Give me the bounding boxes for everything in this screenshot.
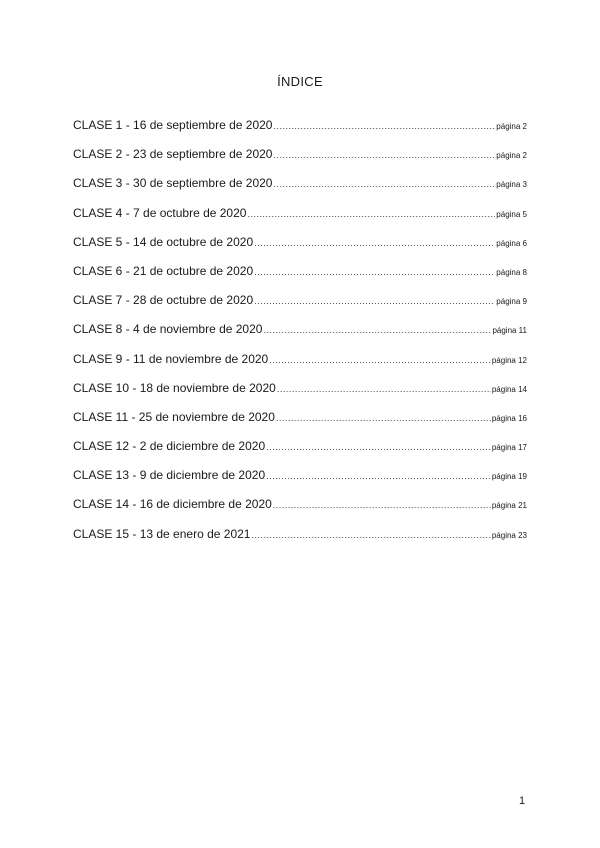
dot-leader bbox=[276, 413, 491, 423]
toc-entry-page: página 16 bbox=[491, 413, 527, 423]
toc-entry-page: página 21 bbox=[491, 501, 527, 511]
toc-entry-page: página 11 bbox=[492, 326, 527, 336]
dot-leader bbox=[263, 325, 491, 335]
toc-entry-label: CLASE 11 - 25 de noviembre de 2020 bbox=[73, 409, 275, 424]
dot-leader bbox=[273, 500, 491, 510]
dot-leader bbox=[247, 209, 495, 219]
toc-entry-label: CLASE 9 - 11 de noviembre de 2020 bbox=[73, 351, 269, 366]
toc-entry-label: CLASE 3 - 30 de septiembre de 2020 bbox=[73, 176, 273, 191]
toc-entry[interactable] bbox=[73, 439, 527, 468]
dot-leader bbox=[273, 179, 495, 189]
table-of-contents bbox=[73, 118, 527, 556]
toc-entry-page: página 9 bbox=[496, 297, 527, 307]
toc-entry[interactable] bbox=[73, 527, 527, 556]
dot-leader bbox=[277, 384, 491, 394]
toc-entry-label: CLASE 10 - 18 de noviembre de 2020 bbox=[73, 380, 276, 395]
toc-entry[interactable] bbox=[73, 410, 527, 439]
toc-entry-label: CLASE 15 - 13 de enero de 2021 bbox=[73, 526, 251, 541]
toc-entry-label: CLASE 7 - 28 de octubre de 2020 bbox=[73, 293, 254, 308]
toc-entry[interactable] bbox=[73, 468, 527, 497]
toc-entry-label: CLASE 2 - 23 de septiembre de 2020 bbox=[73, 147, 273, 162]
toc-entry[interactable] bbox=[73, 206, 527, 235]
toc-entry[interactable] bbox=[73, 322, 527, 351]
toc-entry[interactable] bbox=[73, 381, 527, 410]
dot-leader bbox=[251, 530, 490, 540]
dot-leader bbox=[254, 296, 495, 306]
page-title: ÍNDICE bbox=[277, 74, 323, 89]
toc-entry-label: CLASE 8 - 4 de noviembre de 2020 bbox=[73, 322, 263, 337]
toc-entry-page: página 6 bbox=[496, 238, 527, 248]
toc-entry-page: página 2 bbox=[496, 122, 527, 131]
toc-entry[interactable] bbox=[73, 293, 527, 322]
dot-leader bbox=[273, 121, 495, 131]
dot-leader bbox=[266, 442, 491, 452]
toc-entry[interactable] bbox=[73, 176, 527, 205]
dot-leader bbox=[254, 267, 495, 277]
toc-entry[interactable] bbox=[73, 118, 527, 147]
toc-entry-page: página 17 bbox=[491, 443, 527, 453]
toc-entry-label: CLASE 6 - 21 de octubre de 2020 bbox=[73, 263, 254, 278]
dot-leader bbox=[273, 150, 495, 160]
dot-leader bbox=[269, 355, 491, 365]
toc-entry[interactable] bbox=[73, 352, 527, 381]
toc-entry-label: CLASE 13 - 9 de diciembre de 2020 bbox=[73, 468, 266, 483]
toc-entry-page: página 19 bbox=[491, 472, 527, 482]
toc-entry-page: página 3 bbox=[496, 180, 527, 190]
toc-entry-label: CLASE 5 - 14 de octubre de 2020 bbox=[73, 234, 254, 249]
toc-entry-page: página 14 bbox=[491, 384, 527, 394]
toc-entry[interactable] bbox=[73, 235, 527, 264]
toc-entry-page: página 12 bbox=[491, 355, 527, 365]
toc-entry-label: CLASE 4 - 7 de octubre de 2020 bbox=[73, 205, 247, 220]
toc-entry-label: CLASE 12 - 2 de diciembre de 2020 bbox=[73, 439, 266, 454]
toc-entry-label: CLASE 14 - 16 de diciembre de 2020 bbox=[73, 497, 272, 512]
toc-entry-label: CLASE 1 - 16 de septiembre de 2020 bbox=[73, 118, 273, 132]
toc-entry-page: página 5 bbox=[496, 209, 527, 219]
toc-entry[interactable] bbox=[73, 264, 527, 293]
toc-entry[interactable] bbox=[73, 147, 527, 176]
toc-entry-page: página 8 bbox=[496, 267, 527, 277]
dot-leader bbox=[266, 471, 491, 481]
page-number: 1 bbox=[519, 795, 526, 807]
toc-entry-page: página 23 bbox=[491, 530, 527, 540]
toc-entry[interactable] bbox=[73, 497, 527, 526]
dot-leader bbox=[254, 238, 495, 248]
toc-entry-page: página 2 bbox=[496, 151, 527, 161]
